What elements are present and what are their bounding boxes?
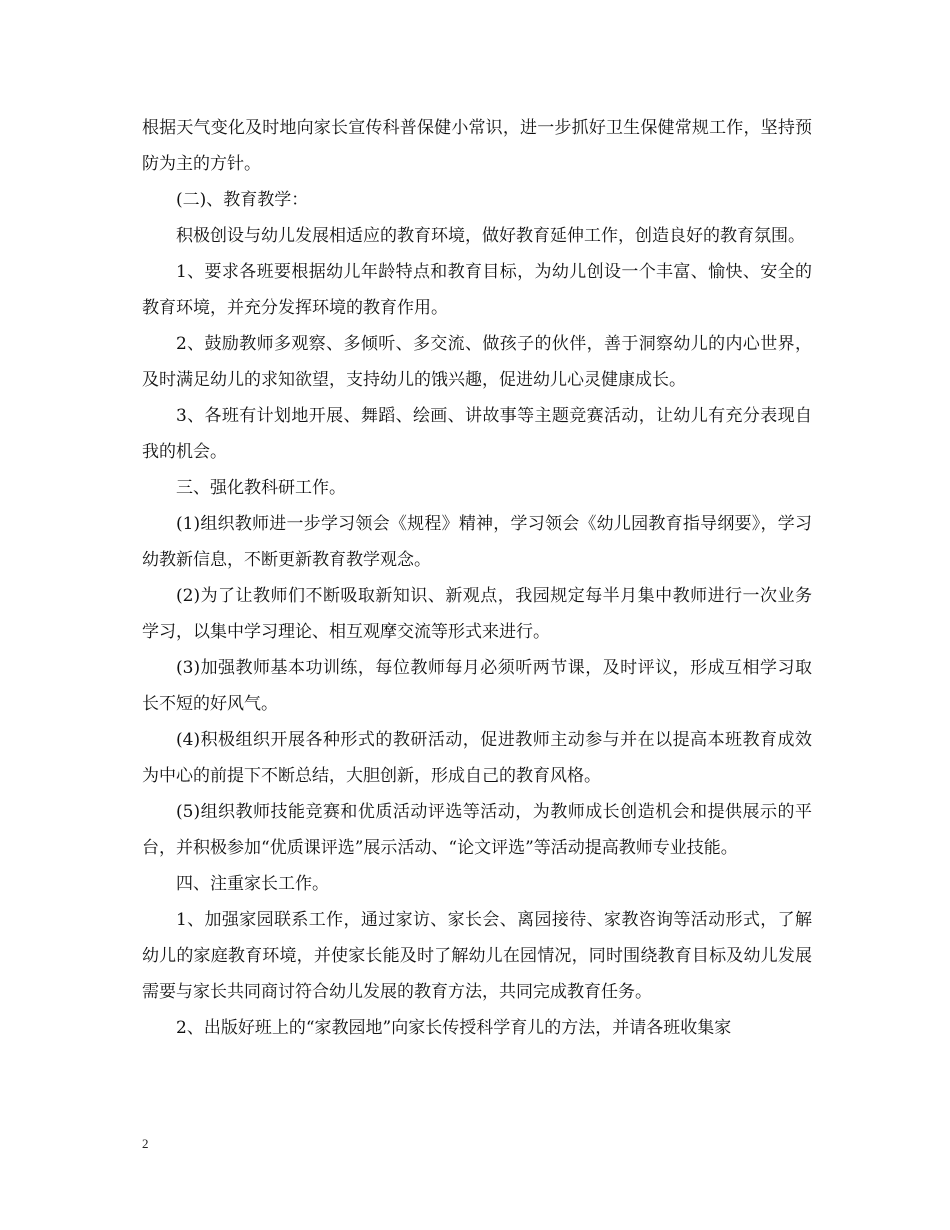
heading-research-work: 三、强化教科研工作。 xyxy=(176,478,346,498)
document-body xyxy=(142,110,812,1046)
heading-parent-work: 四、注重家长工作。 xyxy=(176,874,329,894)
paragraph-parent-2: 2、出版好班上的“家教园地”向家长传授科学育儿的方法，并请各班收集家 xyxy=(176,1018,732,1038)
paragraph-item-1-environment: 1、要求各班要根据幼儿年龄特点和教育目标，为幼儿创设一个丰富、愉快、安全的教育环境，并充分发挥环境的教育作用。 xyxy=(142,262,812,318)
paragraph-research-4: (4)积极组织开展各种形式的教研活动，促进教师主动参与并在以提高本班教育成效为中心的前提下不断总结，大胆创新，形成自己的教育风格。 xyxy=(142,730,812,786)
heading-education-teaching: (二)、教育教学： xyxy=(176,190,309,210)
page-number: 2 xyxy=(142,1136,149,1151)
paragraph-research-2: (2)为了让教师们不断吸取新知识、新观点，我园规定每半月集中教师进行一次业务学习，以集中学习理论、相互观摩交流等形式来进行。 xyxy=(142,586,812,642)
paragraph-item-2-observe: 2、鼓励教师多观察、多倾听、多交流、做孩子的伙伴，善于洞察幼儿的内心世界，及时满足幼儿的求知欲望，支持幼儿的饿兴趣，促进幼儿心灵健康成长。 xyxy=(142,334,812,390)
paragraph-research-5: (5)组织教师技能竞赛和优质活动评选等活动，为教师成长创造机会和提供展示的平台，并积极参加“优质课评选”展示活动、“论文评选”等活动提高教师专业技能。 xyxy=(142,802,812,858)
paragraph-education-environment: 积极创设与幼儿发展相适应的教育环境，做好教育延伸工作，创造良好的教育氛围。 xyxy=(176,226,805,246)
paragraph-health-care: 根据天气变化及时地向家长宣传科普保健小常识，进一步抓好卫生保健常规工作，坚持预防为主的方针。 xyxy=(142,118,812,174)
paragraph-research-1: (1)组织教师进一步学习领会《规程》精神，学习领会《幼儿园教育指导纲要》，学习幼教新信息，不断更新教育教学观念。 xyxy=(142,514,812,570)
paragraph-item-3-competition: 3、各班有计划地开展、舞蹈、绘画、讲故事等主题竞赛活动，让幼儿有充分表现自我的机会。 xyxy=(142,406,812,462)
paragraph-research-3: (3)加强教师基本功训练，每位教师每月必须听两节课，及时评议，形成互相学习取长不短的好风气。 xyxy=(142,658,812,714)
paragraph-parent-1: 1、加强家园联系工作，通过家访、家长会、离园接待、家教咨询等活动形式，了解幼儿的家庭教育环境，并使家长能及时了解幼儿在园情况，同时围绕教育目标及幼儿发展需要与家长共同商讨符合幼儿发展的教育方法，共同完成教育任务。 xyxy=(142,910,812,1002)
